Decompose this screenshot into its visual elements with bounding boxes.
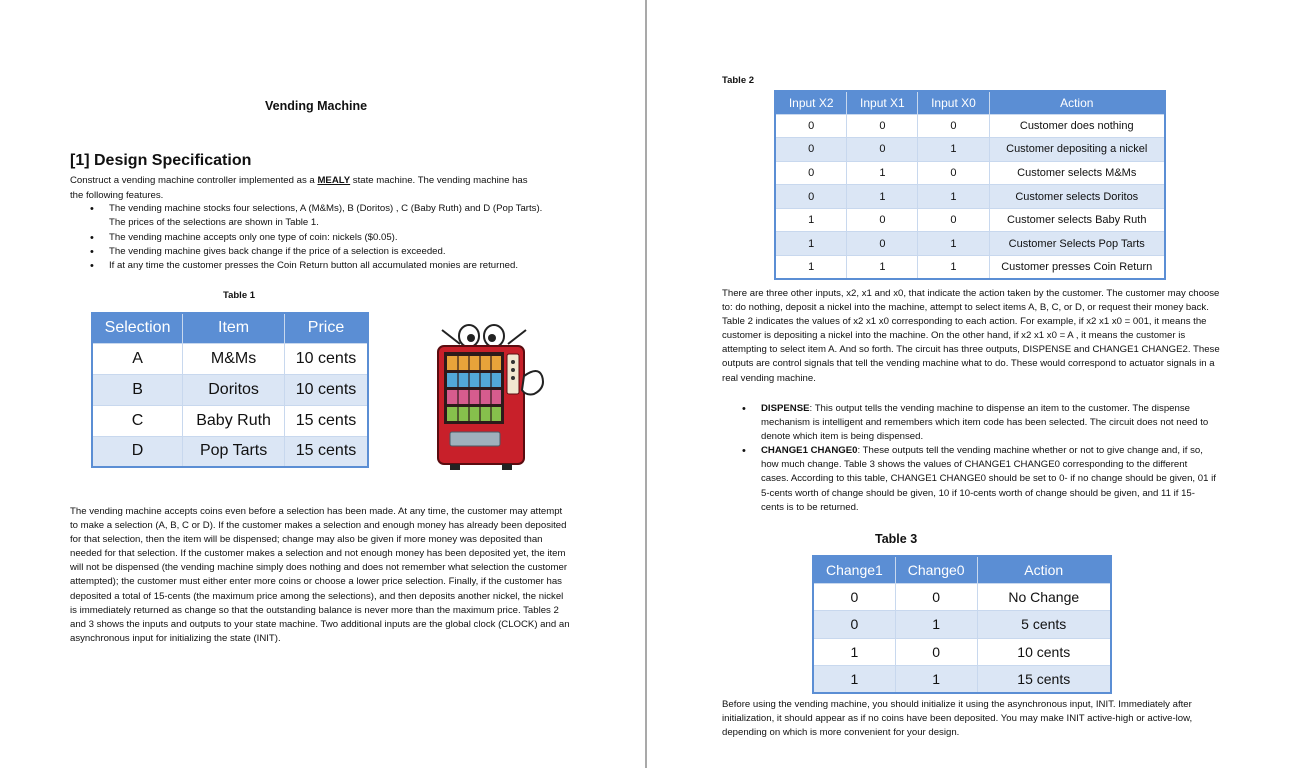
table-row (775, 256, 1165, 280)
table-cell: Customer selects M&Ms (989, 161, 1165, 185)
table-cell: 0 (775, 161, 847, 185)
table-header-row (775, 91, 1165, 114)
table-cell: 0 (847, 114, 918, 138)
document-title: Vending Machine (265, 99, 368, 113)
document-page-left (0, 0, 645, 768)
table-row (813, 666, 1111, 694)
table-cell: 0 (918, 114, 989, 138)
table-header-row (813, 556, 1111, 583)
table-cell: 0 (775, 138, 847, 162)
table-cell: Customer Selects Pop Tarts (989, 232, 1165, 256)
table-cell: Pop Tarts (183, 436, 285, 467)
column-header: Price (285, 313, 368, 343)
price-table (91, 312, 369, 468)
table-row (92, 405, 368, 436)
init-paragraph: Before using the vending machine, you should initialize it using the asynchronous input, INIT. Immediately after initialization, it should appear as if no coins have been deposited. You may make INIT active-high or active-low, depending on which is more convenient for your design. (722, 699, 1193, 739)
table-cell: 1 (918, 232, 989, 256)
table-row (813, 611, 1111, 639)
table-cell: 5 cents (977, 611, 1111, 639)
table-cell: C (92, 405, 183, 436)
intro-text-after: state machine. The vending machine has the following features. (70, 175, 528, 201)
change-output-table (812, 555, 1112, 694)
table-cell: 10 cents (285, 374, 368, 405)
table2-caption: Table 2 (722, 75, 755, 86)
intro-emphasis: MEALY (317, 175, 351, 186)
table-cell: 1 (918, 256, 989, 280)
output-item (742, 444, 1217, 514)
table-cell: 0 (775, 114, 847, 138)
table-cell: 0 (847, 208, 918, 232)
table-cell: 1 (918, 185, 989, 209)
feature-item: • The vending machine accepts only one type of coin: nickels ($0.05). (90, 231, 560, 245)
table-row (92, 343, 368, 374)
table-cell: B (92, 374, 183, 405)
table-cell: 10 cents (977, 638, 1111, 666)
table-cell: 1 (847, 161, 918, 185)
table-cell: 1 (918, 138, 989, 162)
spec-intro (70, 174, 540, 203)
table-row (813, 583, 1111, 611)
table-row (775, 185, 1165, 209)
table-cell: 0 (775, 185, 847, 209)
output-term: DISPENSE (761, 403, 810, 414)
table-cell: Doritos (183, 374, 285, 405)
column-header: Action (977, 556, 1111, 583)
table-cell: 1 (895, 666, 977, 694)
table-row (775, 138, 1165, 162)
column-header: Selection (92, 313, 183, 343)
output-description: : This output tells the vending machine to dispense an item to the customer. The dispense mechanism is intelligent and remembers which item code has been selected. The circuit does not need to denote which item is being dispensed. (761, 403, 1209, 443)
table-cell: 1 (813, 666, 895, 694)
inputs-paragraph: There are three other inputs, x2, x1 and x0, that indicate the action taken by the customer. The customer may choose to: do nothing, deposit a nickel into the machine, attempt to select items A, B, C, or D, or request their money back. Table 2 indicates the values of x2 x1 x0 corresponding to each action. For example, if x2 x1 x0 = 001, it means the customer is depositing a nickel into the machine. On the other hand, if x2 x1 x0 = A , it means the customer is attempting to select item A. And so forth. The circuit has three outputs, DISPENSE and CHANGE1 CHANGE2. These outputs are control signals that tell the vending machine what to do. These would correspond to actuator signals in a real vending machine. (722, 288, 1220, 384)
table-cell: 0 (918, 208, 989, 232)
table-cell: D (92, 436, 183, 467)
column-header: Input X1 (847, 91, 918, 114)
table-cell: Customer does nothing (989, 114, 1165, 138)
table-cell: Customer selects Baby Ruth (989, 208, 1165, 232)
table-cell: 1 (847, 185, 918, 209)
vending-machine-mascot-icon (420, 310, 548, 470)
table-cell: 1 (847, 256, 918, 280)
table-cell: 0 (847, 138, 918, 162)
table-row (813, 638, 1111, 666)
output-term: CHANGE1 CHANGE0 (761, 445, 858, 457)
table-cell: 10 cents (285, 343, 368, 374)
table-cell: Customer depositing a nickel (989, 138, 1165, 162)
table-cell: 15 cents (977, 666, 1111, 694)
table-row (92, 436, 368, 467)
table-cell: 1 (813, 638, 895, 666)
table-header-row (92, 313, 368, 343)
column-header: Item (183, 313, 285, 343)
table-row (775, 114, 1165, 138)
table-cell: Customer selects Doritos (989, 185, 1165, 209)
coin-behavior-paragraph: The vending machine accepts coins even before a selection has been made. At any time, the customer may attempt to make a selection (A, B, C or D). If the customer makes a selection and enough money has already been deposited for that selection, then the item will be dispensed; change may also be given if more money was deposited than needed for that selection. If the customer makes a selection and not enough money has been deposited yet, the item will not be dispensed (the vending machine simply does nothing and does not remember what selection the customer attempted); the customer must either enter more coins or choose a lower price selection. Finally, if the customer has deposited a total of 15-cents (the maximum price among the selections), and then deposits another nickel, the nickel is immediately returned as change so that the outstanding balance is never more than the maximum price. Tables 2 and 3 shows the inputs and outputs to your state machine. Two additional inputs are the global clock (CLOCK) and an asynchronous input for initializing the state (INIT). (70, 506, 570, 644)
table-cell: 0 (895, 638, 977, 666)
table-cell: Baby Ruth (183, 405, 285, 436)
table-cell: 0 (813, 611, 895, 639)
table-cell: M&Ms (183, 343, 285, 374)
table-cell: 1 (895, 611, 977, 639)
table-cell: 1 (775, 232, 847, 256)
outputs-list (742, 402, 1217, 515)
table-row (775, 161, 1165, 185)
table-row (775, 232, 1165, 256)
intro-text-before: Construct a vending machine controller implemented as a (70, 175, 318, 186)
feature-list (90, 202, 560, 273)
column-header: Change0 (895, 556, 977, 583)
table-row (92, 374, 368, 405)
output-item (742, 402, 1217, 444)
table-cell: Customer presses Coin Return (989, 256, 1165, 280)
feature-item: • The vending machine gives back change if the price of a selection is exceeded. (90, 245, 560, 259)
column-header: Input X2 (775, 91, 847, 114)
column-header: Input X0 (918, 91, 989, 114)
output-description: : These outputs tell the vending machine whether or not to give change and, if so, how much change. Table 3 shows the values of CHANGE1 CHANGE0 corresponding to the different cases. According to this table, CHANGE1 CHANGE0 should be set to 0- if no change should be given, 01 if 5-cents worth of change should be given, 10 if 10-cents worth of change should be given, and 11 if 15-cents is to be returned. (761, 445, 1216, 513)
table-cell: No Change (977, 583, 1111, 611)
column-header: Action (989, 91, 1165, 114)
table1-caption: Table 1 (223, 290, 256, 301)
table-cell: 15 cents (285, 436, 368, 467)
feature-item: • If at any time the customer presses the Coin Return button all accumulated monies are returned. (90, 259, 560, 273)
table-cell: 0 (895, 583, 977, 611)
table-cell: 0 (813, 583, 895, 611)
feature-item: • The vending machine stocks four selections, A (M&Ms), B (Doritos) , C (Baby Ruth) and D (Pop Tarts). The prices of the selections are shown in Table 1. (90, 202, 560, 231)
section-heading: [1] Design Specification (70, 152, 252, 169)
table-cell: 1 (775, 256, 847, 280)
column-header: Change1 (813, 556, 895, 583)
table-cell: A (92, 343, 183, 374)
table-row (775, 208, 1165, 232)
table-cell: 0 (918, 161, 989, 185)
input-action-table (774, 90, 1166, 280)
table-cell: 1 (775, 208, 847, 232)
table3-caption: Table 3 (875, 532, 918, 546)
table-cell: 15 cents (285, 405, 368, 436)
table-cell: 0 (847, 232, 918, 256)
